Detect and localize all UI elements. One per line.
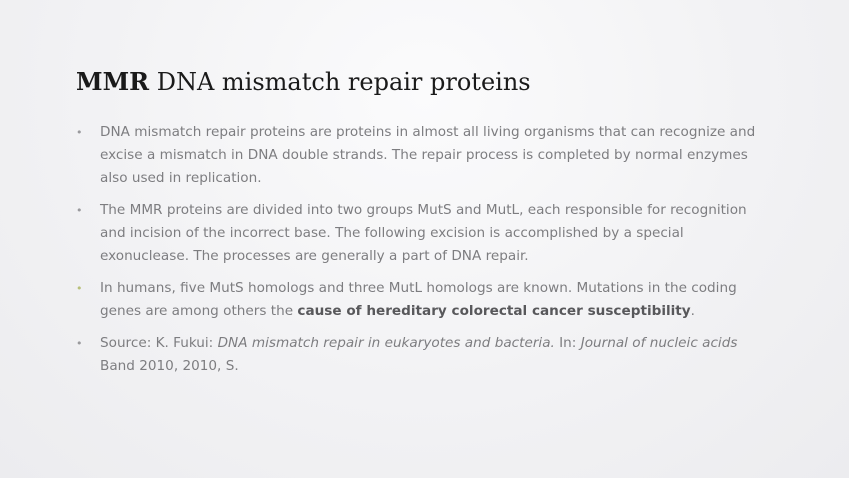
bullet-dot-icon: • xyxy=(76,204,83,217)
source-prefix: Source: K. Fukui: xyxy=(100,335,218,351)
bullet-item xyxy=(76,277,776,323)
source-journal: Journal of nucleic acids xyxy=(580,335,738,351)
source-in: In: xyxy=(554,335,581,351)
bullet-item-source xyxy=(76,332,776,378)
source-article-title: DNA mismatch repair in eukaryotes and bacteria. xyxy=(217,335,555,351)
title-rest: DNA mismatch repair proteins xyxy=(149,68,531,96)
source-suffix: Band 2010, 2010, S. xyxy=(100,358,239,374)
title-strong: MMR xyxy=(76,67,150,96)
bullet-text: DNA mismatch repair proteins are proteins in almost all living organisms that can recognize and excise a mismatch in DNA double strands. The repair process is completed by normal enzymes also used in replication. xyxy=(100,124,756,186)
bullet-dot-icon: • xyxy=(76,126,83,139)
bullet-item xyxy=(76,199,776,268)
bullet-text-end: . xyxy=(690,303,695,319)
slide-title xyxy=(76,68,531,97)
bullet-bold-text: cause of hereditary colorectal cancer susceptibility xyxy=(297,303,691,319)
bullet-list xyxy=(76,121,776,387)
bullet-dot-icon: • xyxy=(76,337,83,350)
bullet-text: In humans, five MutS homologs and three MutL homologs are known. Mutations in the coding genes are among others the xyxy=(100,280,737,319)
bullet-item xyxy=(76,121,776,190)
bullet-text: The MMR proteins are divided into two groups MutS and MutL, each responsible for recognition and incision of the incorrect base. The following excision is accomplished by a special exonuclease. The processes are generally a part of DNA repair. xyxy=(100,202,747,264)
bullet-dot-icon: • xyxy=(76,282,83,295)
